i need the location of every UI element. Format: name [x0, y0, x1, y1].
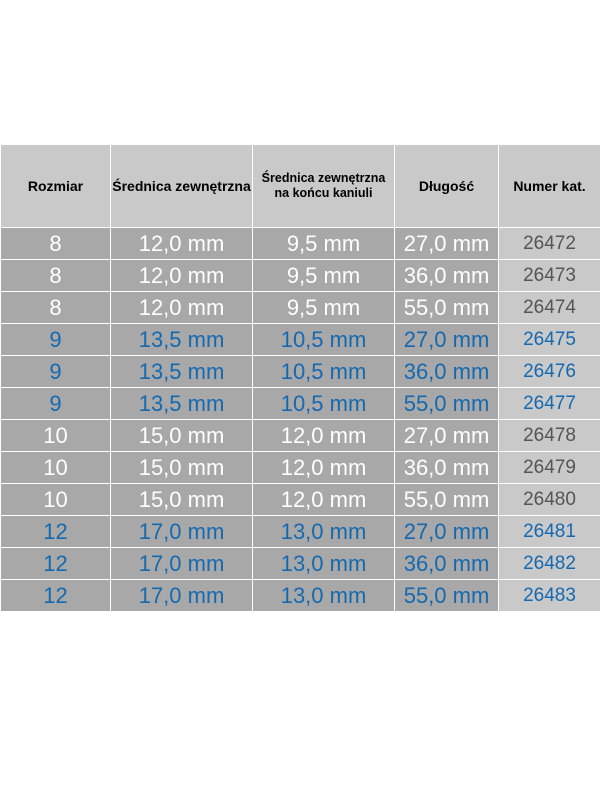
table-body: [1, 228, 600, 612]
header-tip-diameter: Średnica zewnętrzna na końcu kaniuli: [253, 145, 395, 228]
cell-tip-diameter: 10,5 mm: [253, 356, 395, 388]
cell-length: 55,0 mm: [395, 292, 499, 324]
cell-catalog-number: 26477: [499, 388, 600, 420]
cell-size: 12: [1, 580, 111, 612]
cell-tip-diameter: 12,0 mm: [253, 420, 395, 452]
cell-size: 8: [1, 260, 111, 292]
table-row: [1, 580, 600, 612]
cell-catalog-number: 26482: [499, 548, 600, 580]
cell-tip-diameter: 12,0 mm: [253, 452, 395, 484]
cell-tip-diameter: 10,5 mm: [253, 324, 395, 356]
cell-catalog-number: 26478: [499, 420, 600, 452]
cell-size: 8: [1, 292, 111, 324]
cell-size: 8: [1, 228, 111, 260]
cell-tip-diameter: 9,5 mm: [253, 292, 395, 324]
cell-tip-diameter: 13,0 mm: [253, 516, 395, 548]
cell-size: 9: [1, 356, 111, 388]
header-length: Długość: [395, 145, 499, 228]
specification-table: [0, 144, 600, 612]
cell-size: 12: [1, 548, 111, 580]
cell-tip-diameter: 10,5 mm: [253, 388, 395, 420]
table-row: [1, 452, 600, 484]
cell-catalog-number: 26475: [499, 324, 600, 356]
cell-length: 55,0 mm: [395, 580, 499, 612]
cell-outer-diameter: 13,5 mm: [111, 388, 253, 420]
header-outer-diameter: Średnica zewnętrzna: [111, 145, 253, 228]
cell-outer-diameter: 15,0 mm: [111, 420, 253, 452]
cell-outer-diameter: 15,0 mm: [111, 452, 253, 484]
cell-size: 12: [1, 516, 111, 548]
cell-outer-diameter: 17,0 mm: [111, 516, 253, 548]
cell-tip-diameter: 9,5 mm: [253, 228, 395, 260]
cell-size: 10: [1, 420, 111, 452]
table-row: [1, 324, 600, 356]
cell-outer-diameter: 12,0 mm: [111, 228, 253, 260]
cell-length: 27,0 mm: [395, 324, 499, 356]
header-size: Rozmiar: [1, 145, 111, 228]
cell-outer-diameter: 12,0 mm: [111, 260, 253, 292]
cell-outer-diameter: 17,0 mm: [111, 580, 253, 612]
table-row: [1, 516, 600, 548]
cell-outer-diameter: 13,5 mm: [111, 356, 253, 388]
header-catalog-number: Numer kat.: [499, 145, 600, 228]
cell-length: 55,0 mm: [395, 484, 499, 516]
header-row: [1, 145, 600, 228]
cell-catalog-number: 26476: [499, 356, 600, 388]
cell-catalog-number: 26481: [499, 516, 600, 548]
cell-catalog-number: 26479: [499, 452, 600, 484]
cell-outer-diameter: 17,0 mm: [111, 548, 253, 580]
cell-outer-diameter: 13,5 mm: [111, 324, 253, 356]
table-row: [1, 292, 600, 324]
table-header: [1, 145, 600, 228]
cell-size: 9: [1, 324, 111, 356]
cell-catalog-number: 26473: [499, 260, 600, 292]
table-row: [1, 484, 600, 516]
spec-table-container: [0, 144, 600, 612]
table-row: [1, 356, 600, 388]
cell-length: 27,0 mm: [395, 420, 499, 452]
cell-size: 10: [1, 484, 111, 516]
cell-length: 36,0 mm: [395, 260, 499, 292]
cell-size: 10: [1, 452, 111, 484]
cell-tip-diameter: 13,0 mm: [253, 580, 395, 612]
cell-catalog-number: 26472: [499, 228, 600, 260]
cell-length: 36,0 mm: [395, 452, 499, 484]
cell-outer-diameter: 15,0 mm: [111, 484, 253, 516]
cell-length: 36,0 mm: [395, 356, 499, 388]
cell-tip-diameter: 13,0 mm: [253, 548, 395, 580]
cell-tip-diameter: 12,0 mm: [253, 484, 395, 516]
cell-outer-diameter: 12,0 mm: [111, 292, 253, 324]
cell-length: 27,0 mm: [395, 228, 499, 260]
table-row: [1, 420, 600, 452]
cell-length: 55,0 mm: [395, 388, 499, 420]
table-row: [1, 228, 600, 260]
table-row: [1, 388, 600, 420]
table-row: [1, 260, 600, 292]
table-row: [1, 548, 600, 580]
cell-length: 36,0 mm: [395, 548, 499, 580]
cell-catalog-number: 26474: [499, 292, 600, 324]
cell-size: 9: [1, 388, 111, 420]
cell-catalog-number: 26483: [499, 580, 600, 612]
cell-tip-diameter: 9,5 mm: [253, 260, 395, 292]
cell-length: 27,0 mm: [395, 516, 499, 548]
cell-catalog-number: 26480: [499, 484, 600, 516]
